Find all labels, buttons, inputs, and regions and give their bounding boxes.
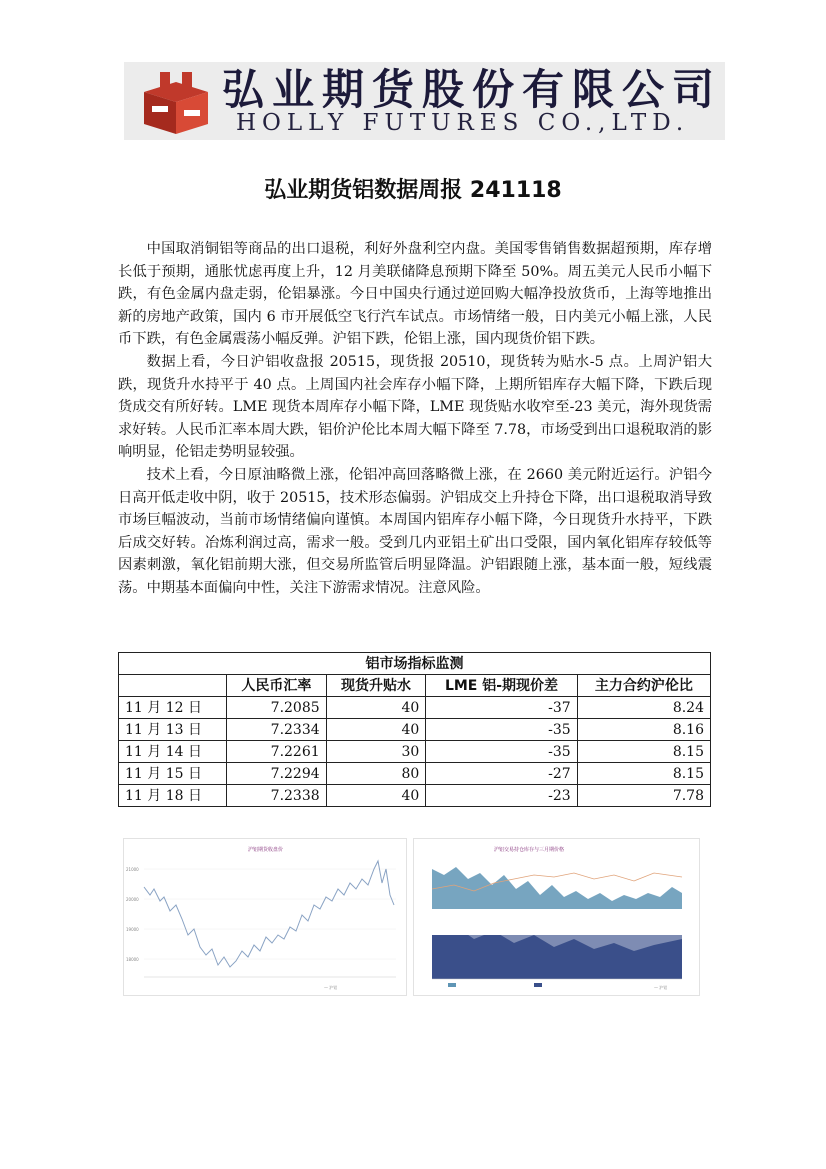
chart-shfe-trading-svg (414, 839, 699, 995)
table-row (119, 741, 711, 763)
cell-ratio: 8.15 (577, 741, 710, 763)
table-caption: 铝市场指标监测 (119, 653, 711, 675)
cell-date: 11 月 18 日 (119, 785, 227, 807)
svg-text:21000: 21000 (126, 867, 139, 872)
header-rmb-rate: 人民币汇率 (227, 675, 327, 697)
shfe-price-line (144, 861, 394, 967)
company-emblem (124, 62, 224, 140)
cell-spot-premium: 40 (326, 785, 426, 807)
report-body (118, 238, 712, 600)
table-header-row (119, 675, 711, 697)
cell-spot-premium: 30 (326, 741, 426, 763)
cell-rmb-rate: 7.2338 (227, 785, 327, 807)
cell-lme-spread: -37 (426, 697, 577, 719)
paragraph-technical-analysis: 技术上看，今日原油略微上涨，伦铝冲高回落略微上涨，在 2660 美元附近运行。沪铝今日高开低走收中阴，收于 20515，技术形态偏弱。沪铝成交上升持仓下降，出口退税取消导致市场巨幅波动，当前市场情绪偏向谨慎。本周国内铝库存小幅下降，今日现货升水持平，下跌后成交好转。冶炼利润过高，需求一般。受到几内亚铝土矿出口受限，国内氧化铝库存较低等因素刺激，氧化铝前期大涨，但交易所监管后明显降温。沪铝跟随上涨，基本面一般，短线震荡。中期基本面偏向中性，关注下游需求情况。注意风险。 (118, 466, 712, 596)
table-row (119, 785, 711, 807)
cell-spot-premium: 40 (326, 697, 426, 719)
chart-shfe-price (123, 838, 407, 996)
cell-rmb-rate: 7.2294 (227, 763, 327, 785)
chart-shfe-trading (413, 838, 700, 996)
chart-shfe-price-svg (124, 839, 406, 995)
chart-left-watermark: — 沪铝 (324, 985, 338, 990)
cell-lme-spread: -35 (426, 741, 577, 763)
market-indicator-table (118, 652, 711, 807)
company-logo (124, 62, 725, 140)
logo-english-name: HOLLY FUTURES CO.,LTD. (236, 110, 690, 136)
charts-section (123, 838, 698, 994)
cell-lme-spread: -27 (426, 763, 577, 785)
cell-rmb-rate: 7.2261 (227, 741, 327, 763)
chart-left-title: 沪铝期货收盘价 (248, 847, 284, 853)
header-lme-spread: LME 铝-期现价差 (426, 675, 577, 697)
svg-text:19000: 19000 (126, 927, 139, 932)
cell-ratio: 8.15 (577, 763, 710, 785)
chart-right-title: 沪铝交易持仓库存与三月期价格 (494, 847, 565, 853)
header-spot-premium: 现货升贴水 (326, 675, 426, 697)
cell-date: 11 月 13 日 (119, 719, 227, 741)
cell-ratio: 8.16 (577, 719, 710, 741)
table-row (119, 763, 711, 785)
svg-text:18000: 18000 (126, 957, 139, 962)
cell-rmb-rate: 7.2334 (227, 719, 327, 741)
cell-lme-spread: -23 (426, 785, 577, 807)
logo-chinese-name: 弘业期货股份有限公司 (222, 65, 723, 114)
cell-date: 11 月 15 日 (119, 763, 227, 785)
table-row (119, 719, 711, 741)
paragraph-data-analysis: 数据上看，今日沪铝收盘报 20515，现货报 20510，现货转为贴水-5 点。上周沪铝大跌，现货升水持平于 40 点。上周国内社会库存小幅下降，上期所铝库存大幅下降，下跌后现货成交有所好转。LME 现货本周库存小幅下降，LME 现货贴水收窄至-23 美元，海外现货需求好转。人民币汇率本周大跌，铝价沪伦比本周大幅下降至 7.78，市场受到出口退税取消的影响明显，伦铝走势明显较强。 (118, 353, 712, 461)
cell-spot-premium: 40 (326, 719, 426, 741)
cell-date: 11 月 14 日 (119, 741, 227, 763)
svg-text:20000: 20000 (126, 897, 139, 902)
holding-area (432, 867, 682, 909)
table-row (119, 697, 711, 719)
header-date (119, 675, 227, 697)
report-title: 弘业期货铝数据周报 241118 (264, 178, 562, 203)
header-shfe-lme-ratio: 主力合约沪伦比 (577, 675, 710, 697)
cell-ratio: 8.24 (577, 697, 710, 719)
cell-date: 11 月 12 日 (119, 697, 227, 719)
cell-rmb-rate: 7.2085 (227, 697, 327, 719)
chart-right-watermark: — 沪铝 (654, 985, 668, 990)
cell-spot-premium: 80 (326, 763, 426, 785)
paragraph-market-overview: 中国取消铜铝等商品的出口退税，利好外盘利空内盘。美国零售销售数据超预期，库存增长低于预期，通胀忧虑再度上升，12 月美联储降息预期下降至 50%。周五美元人民币小幅下跌，有色金属内盘走弱，伦铝暴涨。今日中国央行通过逆回购大幅净投放货币，上海等地推出新的房地产政策，国内 6 市开展低空飞行汽车试点。市场情绪一般，日内美元小幅上涨，人民币下跌，有色金属震荡小幅反弹。沪铝下跌，伦铝上涨，国内现货价铝下跌。 (118, 241, 712, 348)
cell-ratio: 7.78 (577, 785, 710, 807)
cell-lme-spread: -35 (426, 719, 577, 741)
